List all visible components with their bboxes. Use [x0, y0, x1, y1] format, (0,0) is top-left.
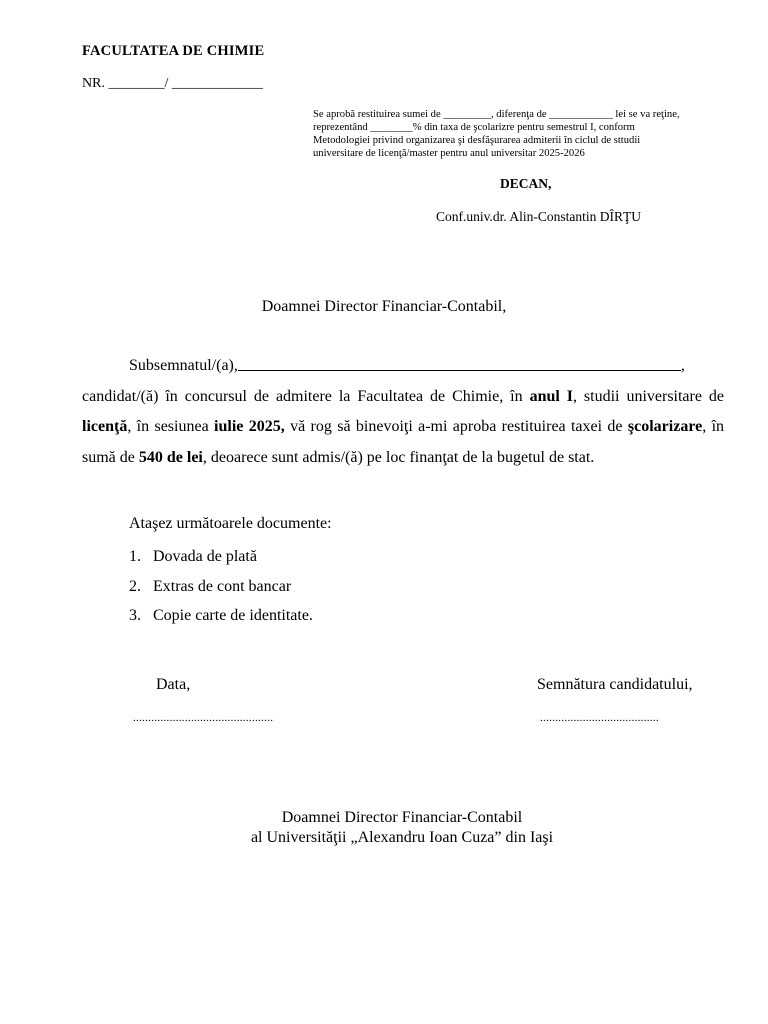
session: iulie 2025, — [214, 418, 285, 435]
footer-line-2: al Universităţii „Alexandru Ioan Cuza” din Iaşi — [250, 829, 554, 846]
undersigned-label: Subsemnatul/(a), — [129, 357, 238, 374]
approval-text: Se aprobă restituirea sumei de _________, diferenţa de ____________ lei se va reţine, reprezentând ________% din taxa de şcolarizre pentru semestrul I, conform Metodologiei privind organizarea şi desfăşurarea admiterii în ciclul de sttudii universitare de licenţă/master pentru anul universitar 2025-2026 — [313, 109, 680, 159]
faculty-name: FACULTATEA DE CHIMIE — [82, 43, 265, 59]
fee-amount: 540 de lei — [138, 448, 203, 466]
attachments-list — [129, 542, 313, 631]
date-label: Data, — [156, 676, 191, 693]
footer-line-1: Doamnei Director Financiar-Contabil — [281, 809, 523, 826]
dean-title: DECAN, — [500, 176, 552, 191]
signature-label: Semnătura candidatului, — [537, 676, 693, 693]
list-item: 2. Extras de cont bancar — [129, 577, 292, 595]
date-dotted-line: .............................................. — [133, 712, 274, 724]
name-fill-line — [238, 353, 681, 371]
registration-number: NR. ________/ _____________ — [82, 76, 263, 91]
signature-dotted-line: ....................................... — [540, 712, 659, 724]
study-year: anul I — [529, 387, 573, 405]
dean-name: Conf.univ.dr. Alin-Constantin DÎRŢU — [436, 209, 641, 224]
study-level: licenţă — [82, 418, 128, 435]
fee-type: şcolarizare — [627, 418, 703, 435]
attachments-title: Ataşez următoarele documente: — [129, 515, 332, 532]
request-body: Subsemnatul/(a), , candidat/(ă) în concursul de admitere la Facultatea de Chimie, în anul I, studii universitare de licenţă, în sesiunea iulie 2025, vă rog să binevoiţi a-mi aproba restituirea taxei de şcolarizare, în sumă de 540 de lei, deoarece sunt admis/(ă) pe loc finanţat de la bugetul de stat. — [82, 351, 724, 473]
addressee: Doamnei Director Financiar-Contabil, — [261, 298, 507, 315]
list-item: 1. Dovada de plată — [129, 548, 257, 565]
list-item: 3. Copie carte de identitate. — [129, 607, 313, 624]
footer-addressee — [0, 808, 768, 848]
